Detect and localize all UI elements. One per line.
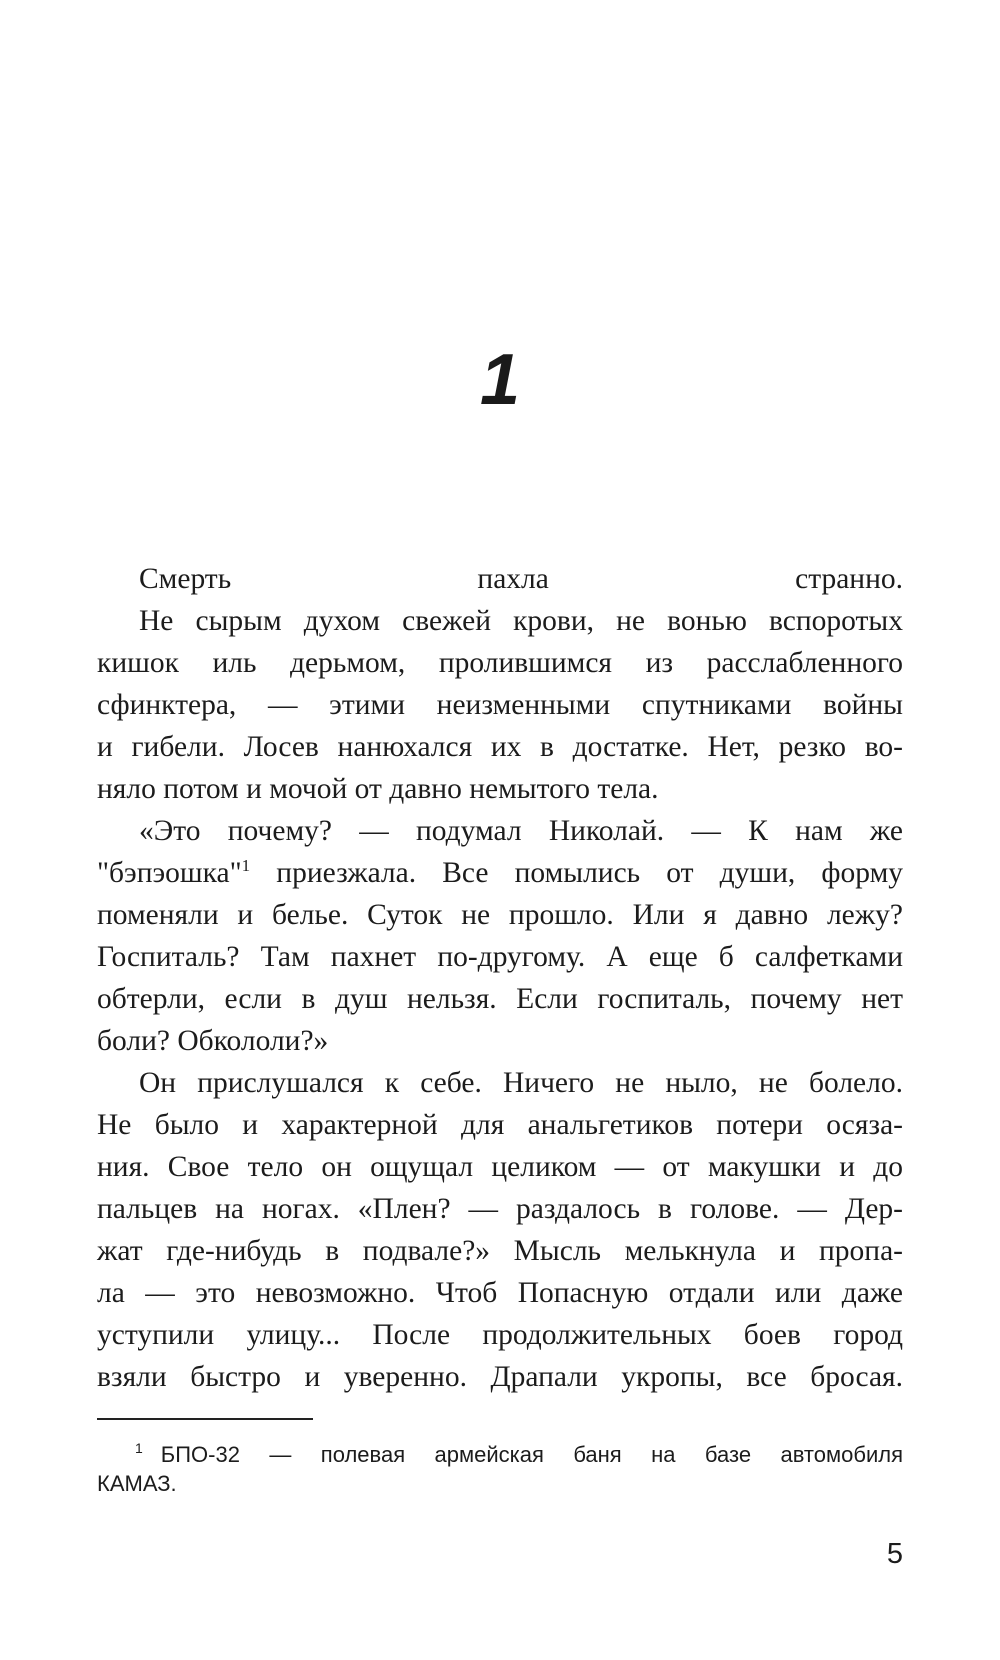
text-line: Госпиталь? Там пахнет по-другому. А еще б салфетками bbox=[97, 941, 903, 973]
chapter-number: 1 bbox=[479, 340, 521, 420]
footnotes bbox=[97, 1430, 903, 1502]
text-line: Не сырым духом свежей крови, не вонью вспоротых bbox=[139, 605, 903, 637]
text-line: ла — это невозможно. Чтоб Попасную отдали или даже bbox=[97, 1277, 903, 1309]
footnote-line bbox=[97, 1430, 903, 1466]
body-text bbox=[97, 558, 903, 1398]
text-line: Смерть пахла странно. bbox=[139, 563, 903, 595]
footnote-text: БПО-32 — полевая армейская баня на базе автомобиля bbox=[160, 1442, 903, 1467]
quoted-word: "бэпэошка" bbox=[97, 857, 242, 889]
text-line: «Это почему? — подумал Николай. — К нам же bbox=[139, 815, 903, 847]
text-line: боли? Обкололи?» bbox=[97, 1025, 329, 1057]
text-line: Не было и характерной для анальгетиков потери осяза- bbox=[97, 1109, 903, 1141]
text-line: кишок иль дерьмом, пролившимся из расслабленного bbox=[97, 647, 903, 679]
text-line: обтерли, если в душ нельзя. Если госпиталь, почему нет bbox=[97, 983, 903, 1015]
text-line: взяли быстро и уверенно. Драпали укропы, все бросая. bbox=[97, 1361, 903, 1393]
text-line: пальцев на ногах. «Плен? — раздалось в голове. — Дер- bbox=[97, 1193, 903, 1225]
text-line: уступили улицу... После продолжительных боев город bbox=[97, 1319, 903, 1351]
footnote-mark: 1 bbox=[135, 1440, 143, 1456]
page-number: 5 bbox=[886, 1538, 903, 1570]
footnote-divider bbox=[97, 1418, 313, 1420]
footnote-reference[interactable]: 1 bbox=[241, 856, 251, 875]
text-line: сфинктера, — этими неизменными спутниками войны bbox=[97, 689, 903, 721]
footnote-line: КАМАЗ. bbox=[97, 1471, 177, 1496]
text-line-rest: приезжала. Все помылись от души, форму bbox=[276, 857, 904, 889]
text-line: и гибели. Лосев нанюхался их в достатке. Нет, резко во- bbox=[97, 731, 903, 763]
text-line: жат где-нибудь в подвале?» Мысль мелькнула и пропа- bbox=[97, 1235, 903, 1267]
text-line-with-footnote bbox=[97, 852, 903, 894]
text-line: Он прислушался к себе. Ничего не ныло, не болело. bbox=[139, 1067, 903, 1099]
text-line: няло потом и мочой от давно немытого тела. bbox=[97, 773, 659, 805]
text-line: поменяли и белье. Суток не прошло. Или я давно лежу? bbox=[97, 899, 903, 931]
text-line: ния. Свое тело он ощущал целиком — от макушки и до bbox=[97, 1151, 903, 1183]
